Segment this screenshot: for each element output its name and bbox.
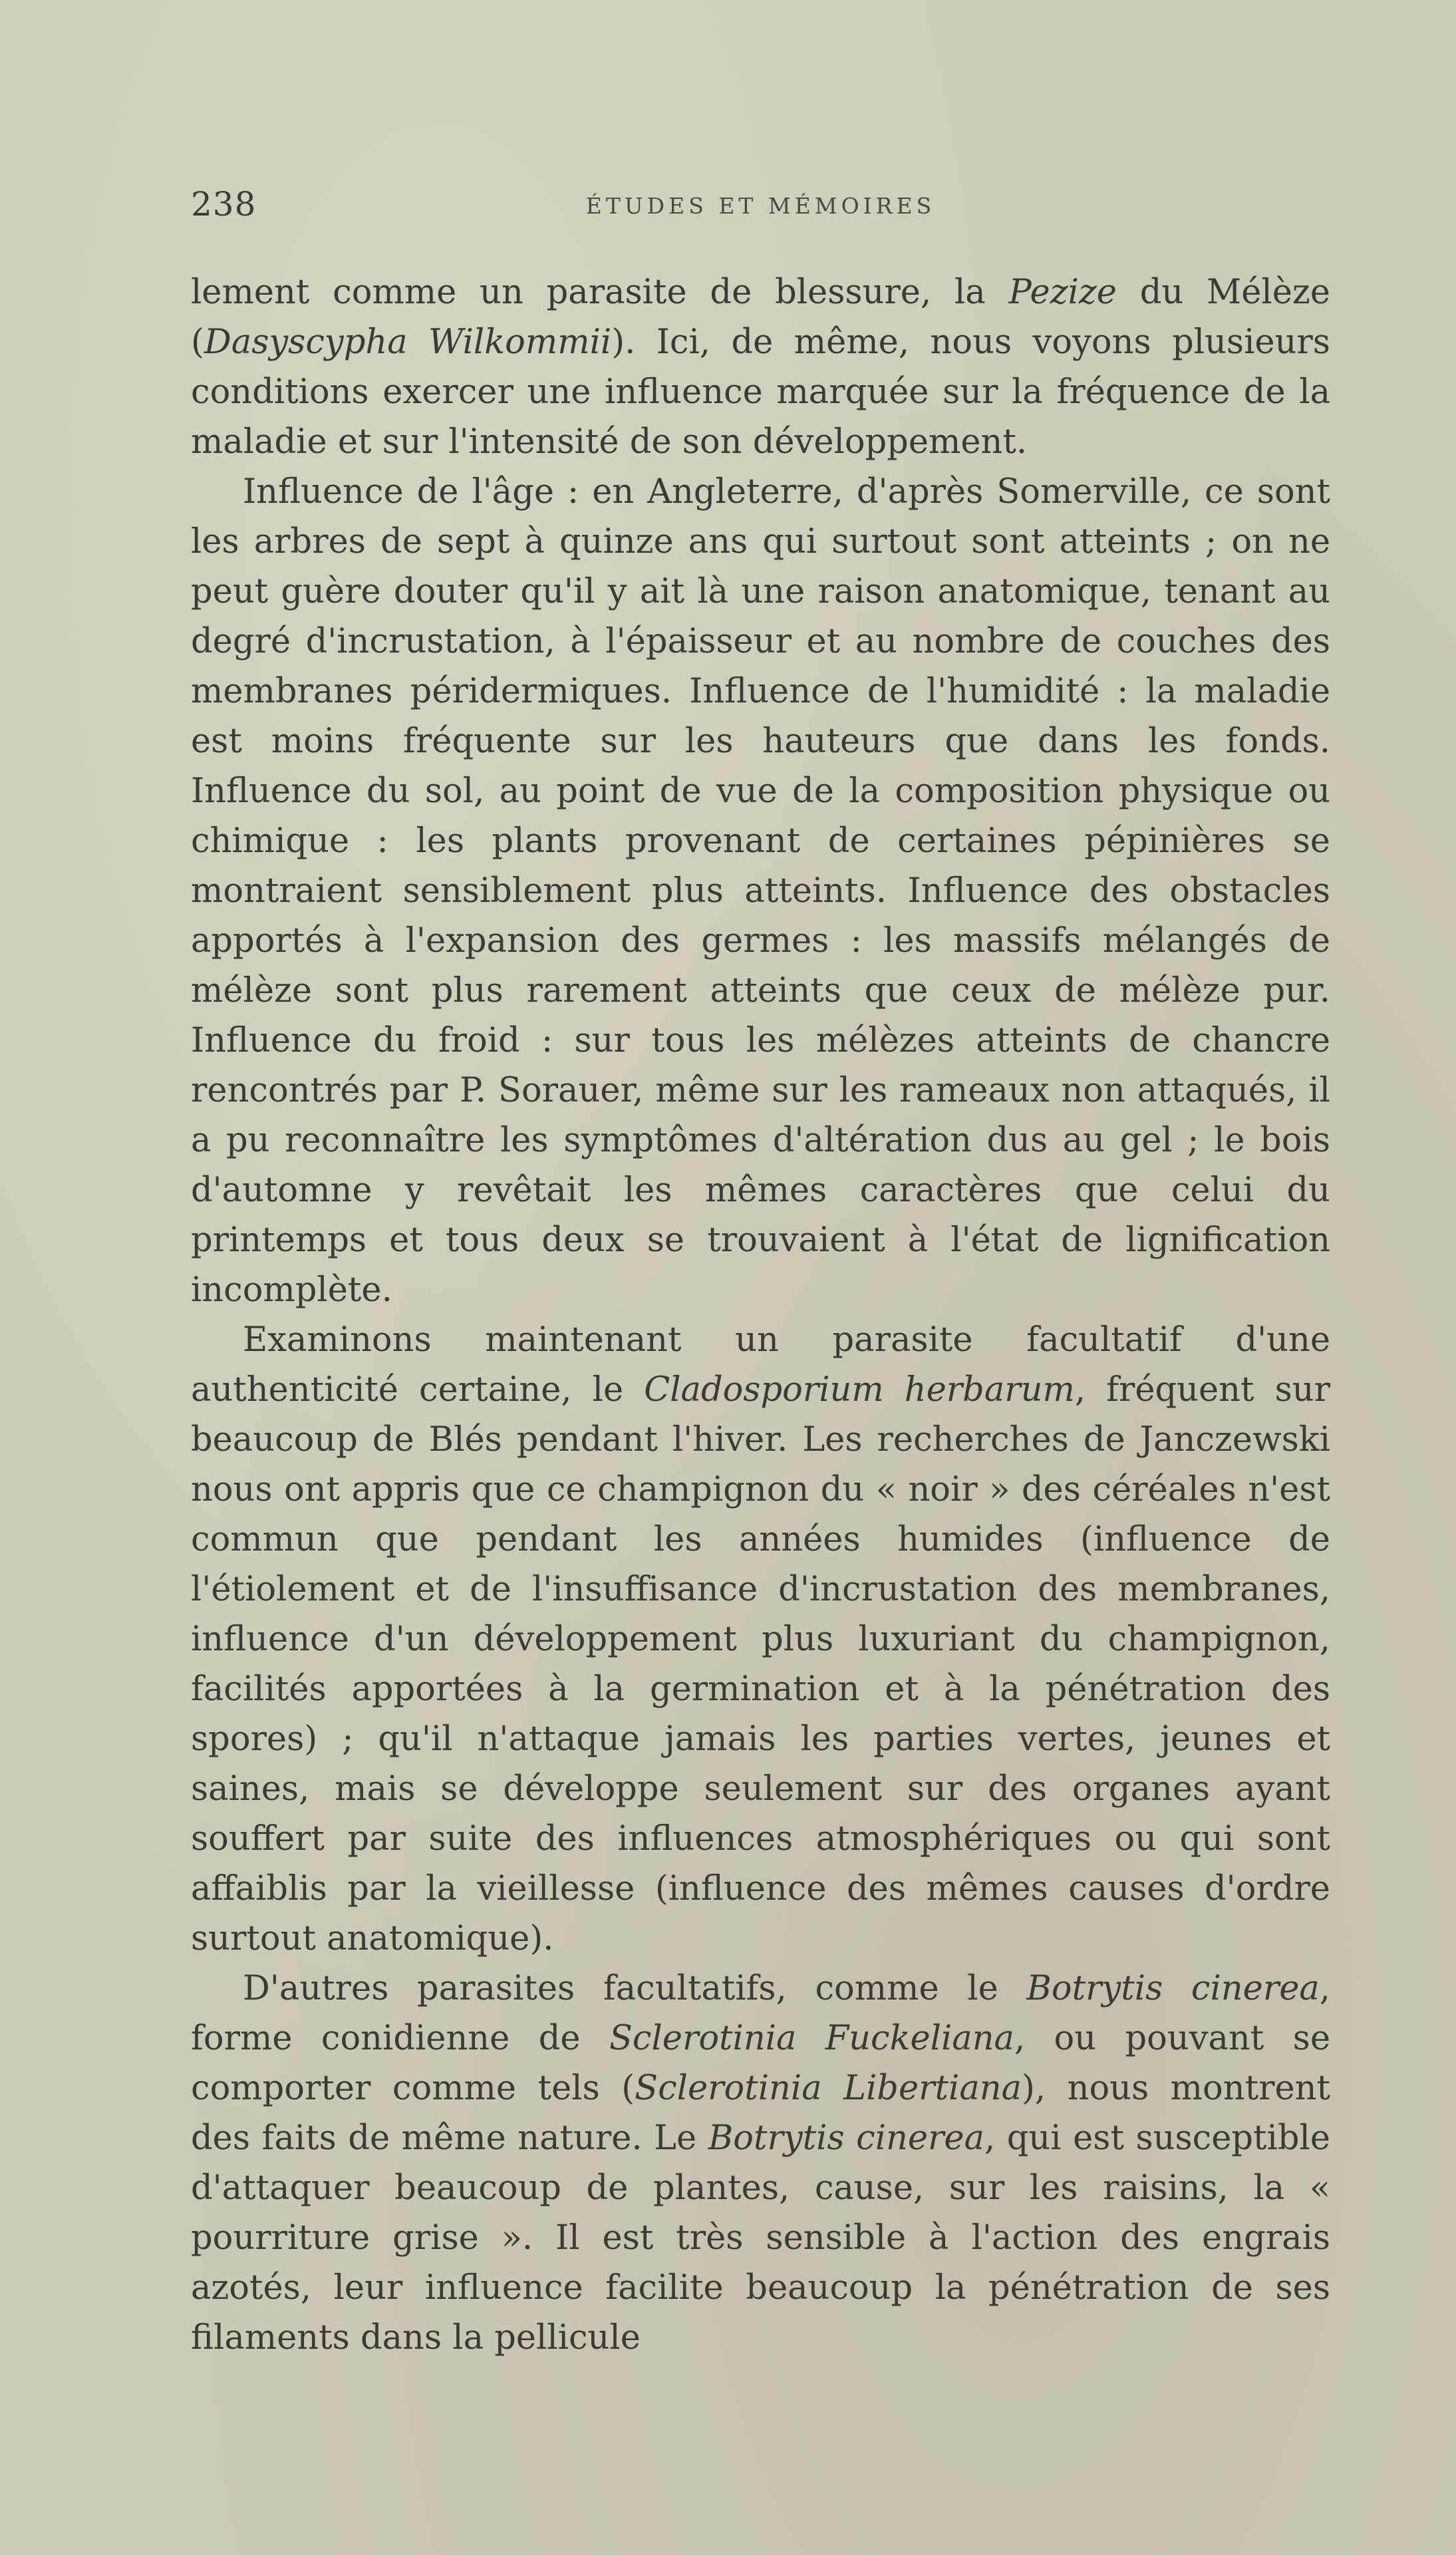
- paragraph-2: [191, 467, 1330, 1315]
- italic-term: Botrytis cinerea: [1026, 1969, 1320, 2008]
- italic-term: Pezize: [1008, 273, 1117, 312]
- text-run: Examinons maintenant un parasite facultatif d'une authenticité certaine, le: [191, 1320, 1330, 1410]
- text-run: , forme conidienne de: [191, 1969, 1330, 2058]
- text-run: D'autres parasites facultatifs, comme le: [243, 1969, 1027, 2008]
- paragraph-1: [191, 267, 1330, 467]
- page-header: [191, 185, 1330, 231]
- page-number: 238: [191, 185, 257, 224]
- text-run: du Mélèze (: [191, 273, 1330, 362]
- text-run: , ou pouvant se comporter comme tels (: [191, 2019, 1330, 2108]
- body-text: [191, 267, 1330, 2363]
- italic-term: Dasyscypha Wilkommii: [204, 323, 612, 362]
- running-title: ÉTUDES ET MÉMOIRES: [585, 193, 936, 219]
- text-run: , fréquent sur beaucoup de Blés pendant l'hiver. Les recherches de Janczewski nous ont appris que ce champignon du « noir » des céréales n'est commun que pendant les années humides (influence de l'étiolement et de l'insuffisance d'incrustation des membranes, influence d'un développement plus luxuriant du champignon, facilités apportées à la germination et à la pénétration des spores) ; qu'il n'attaque jamais les parties vertes, jeunes et saines, mais se développe seulement sur des organes ayant souffert par suite des influences atmosphériques ou qui sont affaiblis par la vieillesse (influence des mêmes causes d'ordre surtout anatomique).: [191, 1370, 1330, 1958]
- paragraph-4: [191, 1964, 1330, 2363]
- italic-term: Sclerotinia Libertiana: [635, 2069, 1022, 2108]
- text-run: ). Ici, de même, nous voyons plusieurs conditions exercer une influence marquée sur la fréquence de la maladie et sur l'intensité de son développement.: [191, 323, 1330, 462]
- text-run: , qui est susceptible d'attaquer beaucoup de plantes, cause, sur les raisins, la « pourriture grise ». Il est très sensible à l'action des engrais azotés, leur influence facilite beaucoup la pénétration de ses filaments dans la pellicule: [191, 2119, 1330, 2357]
- text-run: lement comme un parasite de blessure, la: [191, 273, 1009, 312]
- italic-term: Cladosporium herbarum: [644, 1370, 1075, 1410]
- italic-term: Sclerotinia Fuckeliana: [609, 2019, 1014, 2058]
- text-run: Influence de l'âge : en Angleterre, d'après Somerville, ce sont les arbres de sept à quinze ans qui surtout sont atteints ; on ne peut guère douter qu'il y ait là une raison anatomique, tenant au degré d'incrustation, à l'épaisseur et au nombre de couches des membranes péridermiques. Influence de l'humidité : la maladie est moins fréquente sur les hauteurs que dans les fonds. Influence du sol, au point de vue de la composition physique ou chimique : les plants provenant de certaines pépinières se montraient sensiblement plus atteints. Influence des obstacles apportés à l'expansion des germes : les massifs mélangés de mélèze sont plus rarement atteints que ceux de mélèze pur. Influence du froid : sur tous les mélèzes atteints de chancre rencontrés par P. Sorauer, même sur les rameaux non attaqués, il a pu reconnaître les symptômes d'altération dus au gel ; le bois d'automne y revêtait les mêmes caractères que celui du printemps et tous deux se trouvaient à l'état de lignification incomplète.: [191, 472, 1330, 1310]
- italic-term: Botrytis cinerea: [708, 2119, 985, 2158]
- text-run: ), nous montrent des faits de même nature. Le: [191, 2069, 1330, 2158]
- paragraph-3: [191, 1315, 1330, 1964]
